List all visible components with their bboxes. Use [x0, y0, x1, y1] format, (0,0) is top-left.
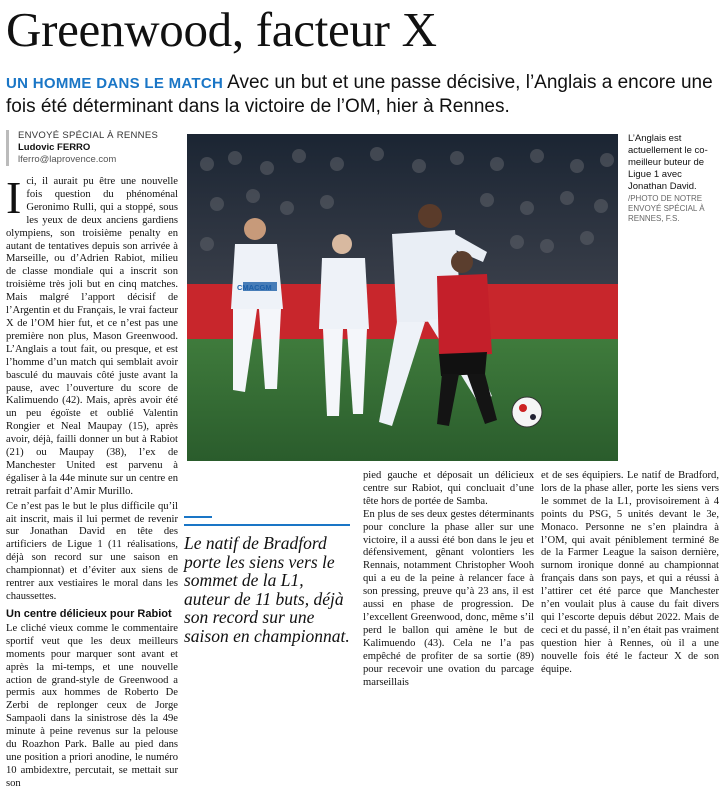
subhead: Un centre délicieux pour Rabiot	[6, 607, 172, 620]
headline: Greenwood, facteur X	[6, 2, 437, 57]
paragraph: ci, il aurait pu être une nouvelle fois question du phénoménal Geronimo Rulli, qui a stoppé, sous les yeux de deux anciens gardiens olympiens, son troisième penalty en autant de tentatives depuis son arrivée à Marseille, ou d’Adrien Rabiot, milieu de classe mondiale qui a inscrit son troisième très joli but en cinq matches. Mais malgré l’apport décisif de l’Argentin et du Français, le vrai facteur X de l’OM hier fut, et ce n’est pas une première non plus, Mason Greenwood. L’Anglais a tout fait, ou presque, et est l’homme d’un match qui semblait avoir basculé du mauvais côté juste avant la pause, avec l’ouverture du score de Kalimuendo (42). Mais, après avoir été un peu égoïste et oublié Valentin Rongier et Neal Maupay (15), après avoir, déjà, failli donner un but à Rabiot (21) ou Maupay (38), l’ex de Manchester United est parvenu à égaliser à la 44e minute sur un centre en retrait parfait d’Amir Murillo.	[6, 176, 178, 497]
paragraph: Le cliché vieux comme le commentaire sportif veut que les deux meilleurs moments pour marquer sont avant et après la mi-temps, et une nouvelle action de grand-style de Greenwood a permis aux hommes de Roberto De Zerbi de replonger ceux de Jorge Sampaoli dans la sinistrose dès la 49e minute à peine revenus sur la pelouse du Roazhon Park. Balle au pied dans une position a priori anodine, le numéro 10 ambidextre, percutait, se mettait sur son	[6, 622, 178, 789]
article-column-3	[363, 470, 534, 689]
pullquote: Le natif de Bradford porte les siens vers le sommet de la L1, auteur de 11 buts, déjà son record sur une saison en championnat.	[184, 524, 350, 645]
dropcap: I	[6, 172, 22, 223]
article-column-1	[6, 172, 178, 791]
caption-text: L’Anglais est actuellement le co-meilleur buteur de Ligue 1 avec Jonathan David.	[628, 133, 708, 192]
byline-author: Ludovic FERRO	[18, 142, 91, 153]
standfirst	[6, 71, 718, 118]
byline-email[interactable]: lferro@laprovence.com	[18, 154, 117, 165]
paragraph: et de ses équipiers. Le natif de Bradford, lors de la phase aller, porte les siens vers le sommet de la L1, provisoirement à 4 points du PSG, 5 unités devant le 3e, Monaco. Personne ne s’en plaindra à l’OM, qui avait péniblement terminé 8e de la Farmer League la saison dernière, surnom ironique donné au championnat français dans son pays, et qui a réussi à l’attirer cet été parce que Manchester n’en voulait plus à cause du fait divers qui l’escorte depuis début 2022. Mais de ceci et du passé, il n’en était pas vraiment question hier à Rennes, où il a une nouvelle fois été le facteur X de son équipe.	[541, 470, 719, 675]
paragraph: Ce n’est pas le but le plus difficile qu’il ait inscrit, mais il lui permet de revenir sur Jonathan David en tête des artificiers de Ligue 1 (11 réalisations, déjà son record sur une saison en championnat) et d’éviter aux siens de rentrer aux vestiaires le moral dans les chaussettes.	[6, 500, 178, 602]
byline	[6, 130, 190, 166]
byline-role: ENVOYÉ SPÉCIAL À RENNES	[18, 130, 159, 141]
photo-caption	[628, 133, 720, 224]
article-column-4	[541, 470, 719, 677]
photo-credit: /PHOTO DE NOTRE ENVOYÉ SPÉCIAL À RENNES, F.S.	[628, 194, 705, 223]
pullquote-rule	[184, 516, 212, 518]
match-photo	[187, 134, 618, 461]
paragraph: pied gauche et déposait un délicieux centre sur Rabiot, qui concluait d’une tête hors de portée de Samba.	[363, 470, 534, 507]
match-photo-illustration	[187, 134, 618, 461]
paragraph: En plus de ses deux gestes déterminants pour conclure la phase aller sur une victoire, il a aussi été bon dans le jeu et défensivement, gênant volontiers les Rennais, notamment Christopher Wooh qui a eu de la peine à relancer face à son pressing, preuve qu’à 23 ans, il est aussi en phase de progression. De l’excellent Greenwood, donc, même s’il perd le ballon qui amène le but de Kalimuendo (43). Cela ne l’a pas empêché de profiter de sa sortie (89) pour recevoir une ovation du parcage marseillais	[363, 508, 534, 688]
kicker: UN HOMME DANS LE MATCH	[6, 75, 224, 92]
football	[512, 397, 542, 427]
shirt-sponsor: CMACGM	[237, 283, 272, 292]
standfirst-text: Avec un but et une passe décisive, l’Anglais a encore une fois été déterminant dans la victoire de l’OM, hier à Rennes.	[6, 72, 713, 117]
